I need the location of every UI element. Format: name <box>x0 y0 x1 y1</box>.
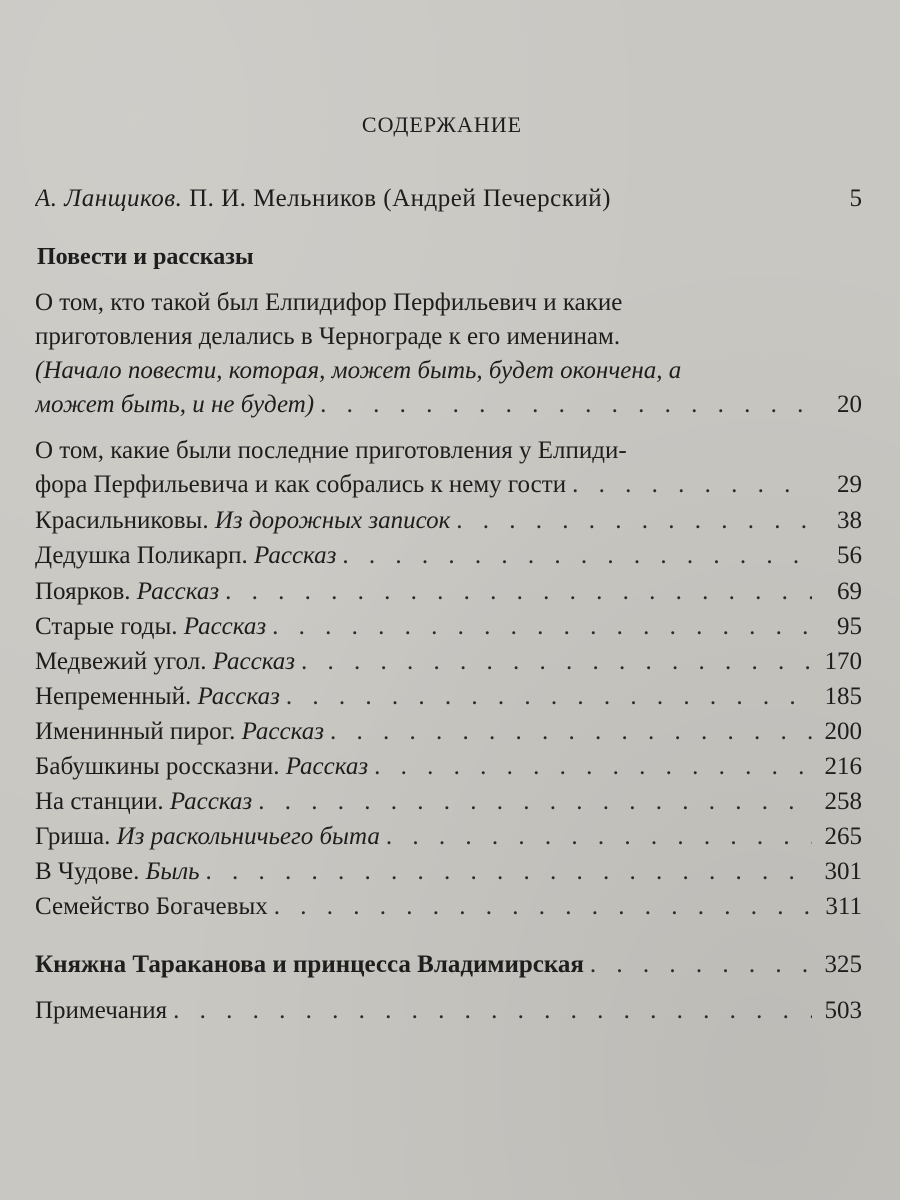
page-number: 69 <box>837 578 862 605</box>
toc-entry <box>35 820 862 854</box>
leader-dots <box>272 610 812 644</box>
toc-entry-bold <box>35 948 862 982</box>
toc-entry <box>35 715 862 749</box>
leader-dots <box>274 890 812 924</box>
page-number: 216 <box>824 753 862 780</box>
entry-last-line <box>35 468 862 502</box>
entry-subtitle: Рассказ <box>183 613 267 640</box>
entry-title: Семейство Богачевых <box>35 893 268 920</box>
entry-subtitle: Рассказ <box>169 788 253 815</box>
entry-title: Бабушкины россказни. <box>35 753 280 780</box>
entry-title: Именинный пирог. <box>35 718 236 745</box>
page-number: 20 <box>837 391 862 418</box>
entry-subtitle: Из раскольничьего быта <box>116 823 380 850</box>
page-number: 185 <box>824 683 862 710</box>
page-number: 311 <box>825 893 862 920</box>
entry-subtitle: Рассказ <box>212 648 296 675</box>
entry-title: Красильниковы. <box>35 507 209 534</box>
entry-subtitle: Рассказ <box>254 542 337 569</box>
page-title: СОДЕРЖАНИЕ <box>361 112 523 137</box>
leader-dots <box>320 388 812 422</box>
bleed-through-texture <box>60 20 860 100</box>
toc-entry-long-2 <box>35 434 862 502</box>
toc-entry <box>35 575 862 609</box>
page-number: 325 <box>824 951 862 978</box>
leader-dots <box>590 948 812 982</box>
page-number: 170 <box>824 648 862 675</box>
entry-subtitle: Рассказ <box>285 753 369 780</box>
entry-subtitle: Быль <box>145 858 200 885</box>
entry-last-line <box>35 388 862 422</box>
entry-subtitle: Рассказ <box>197 683 280 710</box>
leader-dots <box>206 855 812 889</box>
toc-entry <box>35 680 862 714</box>
page-number: 29 <box>837 471 862 498</box>
entry-subtitle: Из дорожных записок <box>214 507 451 534</box>
entry-subtitle: Рассказ <box>241 718 324 745</box>
entry-line: О том, кто такой был Елпидифор Перфильевич и какие <box>35 289 623 316</box>
entry-line: фора Перфильевича и как собрались к нему гости <box>35 471 567 498</box>
leader-dots <box>374 750 812 784</box>
leader-dots <box>301 645 812 679</box>
section-heading: Повести и рассказы <box>37 244 254 270</box>
entry-line: О том, какие были последние приготовления у Елпиди- <box>35 437 627 464</box>
leader-dots <box>342 539 812 573</box>
page-number: 56 <box>837 542 862 569</box>
toc-entry-intro <box>35 182 862 216</box>
page-number: 5 <box>849 185 862 212</box>
toc-entry <box>35 504 862 538</box>
leader-dots <box>572 468 812 502</box>
page-number: 503 <box>824 997 862 1024</box>
entry-title: Медвежий угол. <box>35 648 207 675</box>
leader-dots <box>258 785 812 819</box>
toc-entry <box>35 750 862 784</box>
toc-entry-long-1 <box>35 286 862 422</box>
entry-title: Дедушка Поликарп. <box>35 542 248 569</box>
entry-subtitle: Рассказ <box>136 578 220 605</box>
toc-entry <box>35 610 862 644</box>
entry-title: Примечания <box>35 997 168 1024</box>
entry-line: приготовления делались в Чернограде к его именинам. <box>35 323 621 350</box>
leader-dots <box>386 820 812 854</box>
intro-author: А. Ланщиков. <box>35 185 183 212</box>
leader-dots <box>286 680 812 714</box>
page-number: 200 <box>824 718 862 745</box>
page-number: 265 <box>824 823 862 850</box>
entry-line: может быть, и не будет) <box>35 391 315 418</box>
entry-title: Гриша. <box>35 823 111 850</box>
page-number: 258 <box>824 788 862 815</box>
entry-title: В Чудове. <box>35 858 140 885</box>
entry-title: Княжна Тараканова и принцесса Владимирская <box>35 951 584 978</box>
intro-title: П. И. Мельников (Андрей Печерский) <box>189 185 611 212</box>
toc-entry-notes <box>35 994 862 1028</box>
entry-title: На станции. <box>35 788 164 815</box>
toc-entry <box>35 785 862 819</box>
toc-entry <box>35 890 862 924</box>
entry-title: Непременный. <box>35 683 192 710</box>
toc-entry <box>35 645 862 679</box>
toc-entry <box>35 855 862 889</box>
leader-dots <box>225 575 812 609</box>
page-number: 301 <box>824 858 862 885</box>
entry-title: Поярков. <box>35 578 131 605</box>
leader-dots <box>173 994 812 1028</box>
entry-title: Старые годы. <box>35 613 178 640</box>
toc-entry <box>35 539 862 573</box>
entry-line: (Начало повести, которая, может быть, будет окончена, а <box>35 357 682 384</box>
leader-dots <box>456 504 812 538</box>
page-number: 38 <box>837 507 862 534</box>
page-number: 95 <box>837 613 862 640</box>
leader-dots <box>330 715 812 749</box>
